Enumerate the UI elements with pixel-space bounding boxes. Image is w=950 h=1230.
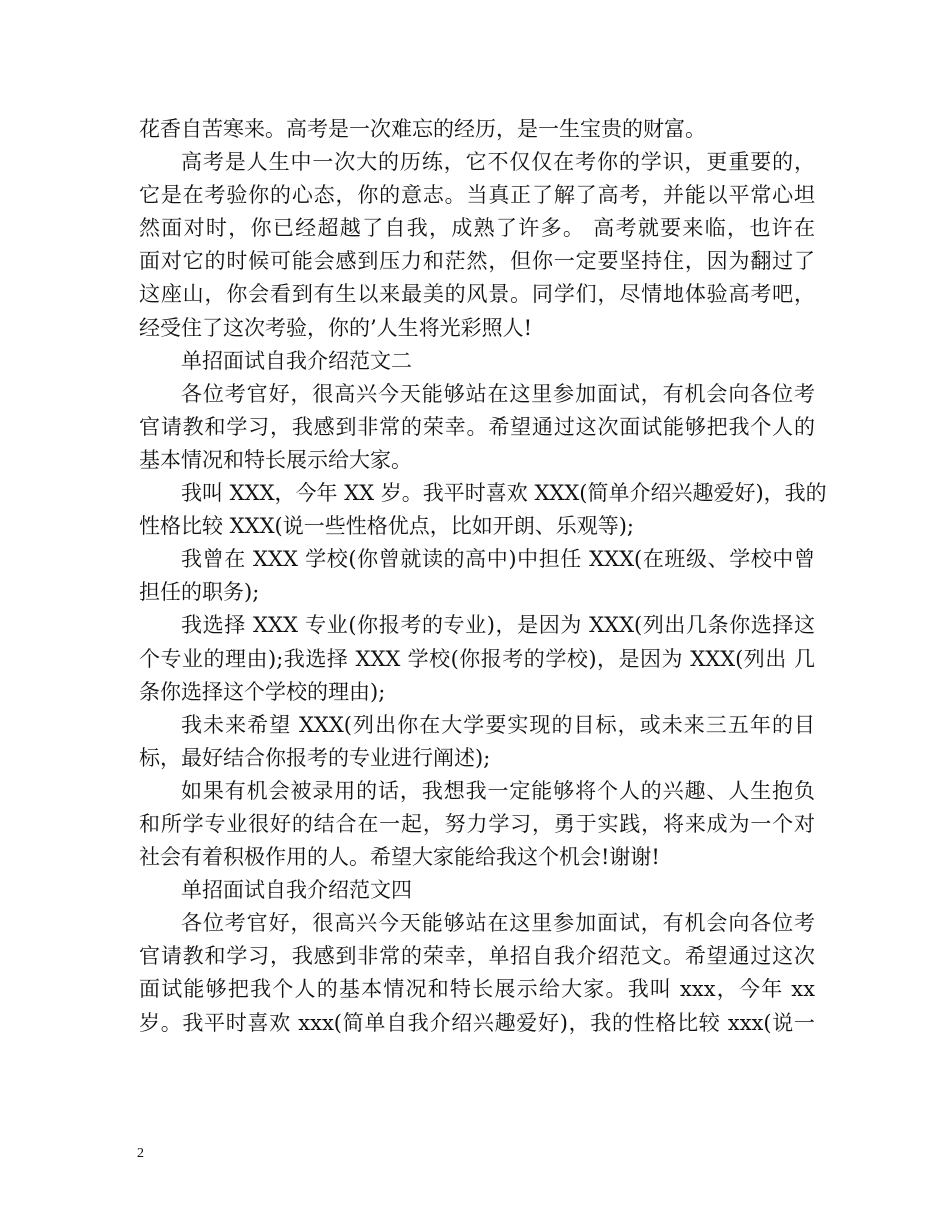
text-line: 然面对时，你已经超越了自我，成熟了许多。 高考就要来临，也许在 (139, 216, 815, 241)
text-line: 它是在考验你的心态，你的意志。当真正了解了高考，并能以平常心坦 (139, 183, 815, 208)
text-line: 担任的职务); (139, 580, 260, 605)
text-line: 官请教和学习，我感到非常的荣幸。希望通过这次面试能够把我个人的 (139, 414, 815, 439)
text-line: 我未来希望 XXX(列出你在大学要实现的目标，或未来三五年的目 (181, 712, 815, 737)
text-line: 各位考官好，很高兴今天能够站在这里参加面试，有机会向各位考 (181, 381, 815, 406)
text-line: 我选择 XXX 专业(你报考的专业)，是因为 XXX(列出几条你选择这 (181, 613, 815, 638)
text-line: 标，最好结合你报考的专业进行阐述); (139, 745, 491, 770)
text-line: 条你选择这个学校的理由); (139, 679, 386, 704)
text-line: 个专业的理由);我选择 XXX 学校(你报考的学校)，是因为 XXX(列出 几 (139, 646, 815, 671)
text-line: 我曾在 XXX 学校(你曾就读的高中)中担任 XXX(在班级、学校中曾 (181, 547, 815, 572)
text-line: 和所学专业很好的结合在一起，努力学习，勇于实践，将来成为一个对 (139, 811, 815, 836)
text-line: 单招面试自我介绍范文二 (181, 348, 412, 373)
text-line: 这座山，你会看到有生以来最美的风景。同学们，尽情地体验高考吧， (139, 282, 815, 307)
text-line: 面试能够把我个人的基本情况和特长展示给大家。我叫 xxx，今年 xx (139, 977, 815, 1002)
text-line: 高考是人生中一次大的历练，它不仅仅在考你的学识，更重要的， (181, 150, 815, 175)
text-line: 花香自苦寒来。高考是一次难忘的经历，是一生宝贵的财富。 (139, 117, 706, 141)
text-line: 基本情况和特长展示给大家。 (139, 447, 412, 472)
text-line: 面对它的时候可能会感到压力和茫然，但你一定要坚持住，因为翻过了 (139, 249, 815, 274)
text-line: 我叫 XXX，今年 XX 岁。我平时喜欢 XXX(简单介绍兴趣爱好)，我的 (181, 481, 827, 506)
text-line: 性格比较 XXX(说一些性格优点，比如开朗、乐观等); (139, 514, 634, 539)
text-line: 各位考官好，很高兴今天能够站在这里参加面试，有机会向各位考 (181, 911, 815, 936)
text-line: 官请教和学习，我感到非常的荣幸，单招自我介绍范文。希望通过这次 (139, 944, 815, 969)
text-line: 岁。我平时喜欢 xxx(简单自我介绍兴趣爱好)，我的性格比较 xxx(说一 (139, 1010, 815, 1035)
document-body (139, 113, 827, 1040)
text-line: 单招面试自我介绍范文四 (181, 878, 412, 903)
text-line: 经受住了这次考验，你的’人生将光彩照人! (139, 315, 533, 340)
text-line: 社会有着积极作用的人。希望大家能给我这个机会!谢谢! (139, 845, 660, 870)
text-line: 如果有机会被录用的话，我想我一定能够将个人的兴趣、人生抱负 (181, 778, 815, 803)
page-number: 2 (137, 1146, 144, 1161)
